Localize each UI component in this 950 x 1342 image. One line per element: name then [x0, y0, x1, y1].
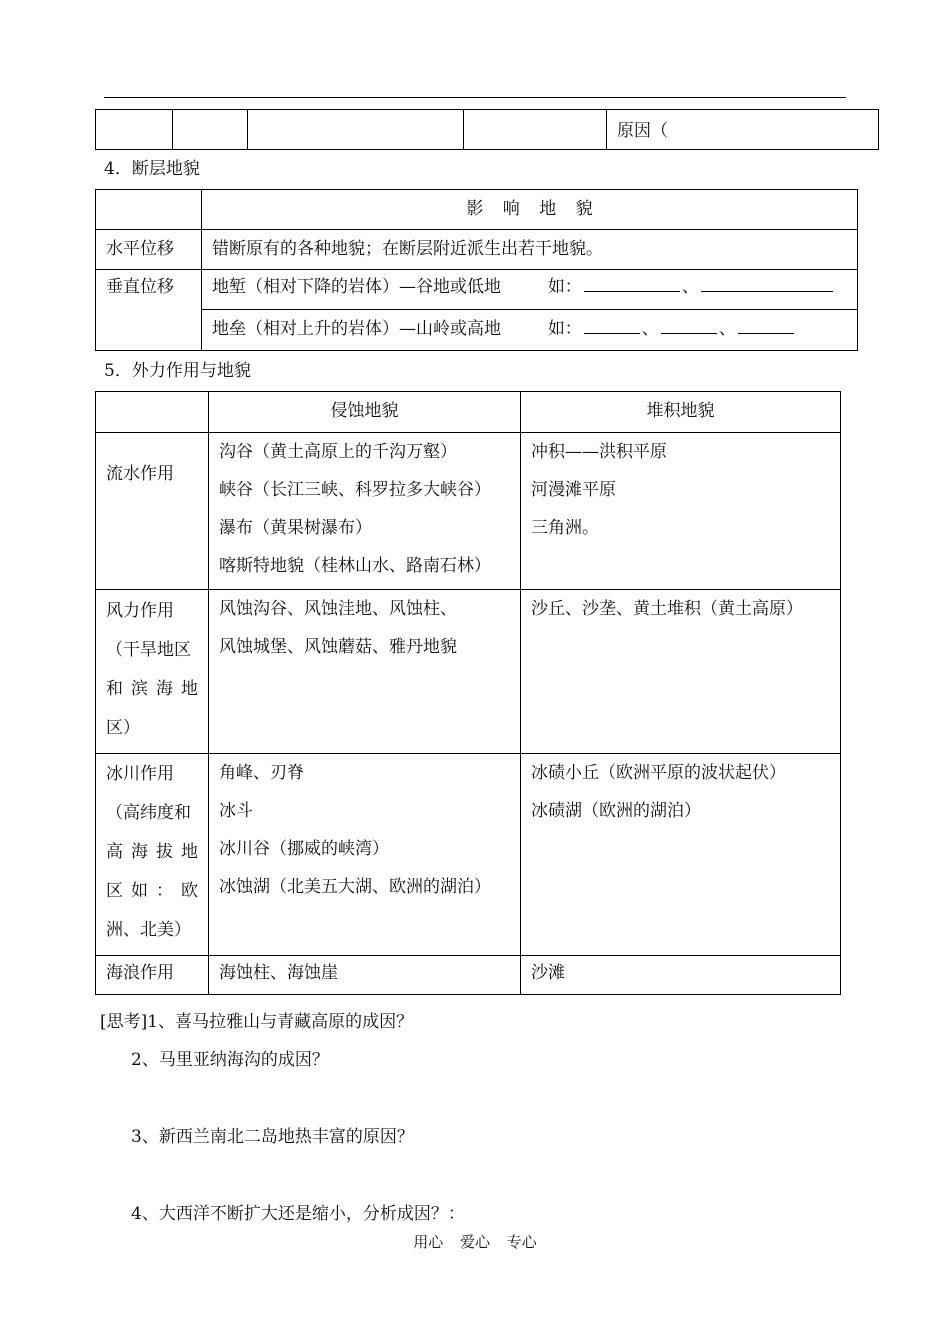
- top-cell-4: [464, 110, 607, 150]
- fault-landform-table: [95, 189, 858, 351]
- list-item: 瀑布（黄果树瀑布）: [219, 518, 372, 538]
- external-force-table: [95, 391, 841, 995]
- fault-header: 影 响 地 貌: [202, 190, 858, 230]
- list-item: 河漫滩平原: [531, 480, 616, 500]
- waves-erosion: 海蚀柱、海蚀崖: [209, 956, 521, 995]
- top-cell-3: [248, 110, 464, 150]
- list-item: 冲积——洪积平原: [531, 442, 667, 462]
- top-cell-5: [607, 110, 879, 150]
- list-item: 冰碛湖（欧洲的湖泊）: [531, 801, 701, 821]
- glacier-deposition: [521, 754, 841, 956]
- list-item: 冰蚀湖（北美五大湖、欧洲的湖泊）: [219, 877, 491, 897]
- list-item: 沟谷（黄土高原上的千沟万壑）: [219, 442, 457, 462]
- top-table-fragment: [95, 109, 879, 150]
- deposition-header: 堆积地貌: [521, 392, 841, 433]
- glacier-erosion: [209, 754, 521, 956]
- page-footer: 用心 爱心 专心: [413, 1233, 537, 1251]
- list-item: 风蚀城堡、风蚀蘑菇、雅丹地貌: [219, 637, 457, 657]
- label-glacier: 冰川作用 （高纬度和 高海拔地 区如：欧 洲、北美）: [96, 754, 209, 956]
- water-erosion: [209, 433, 521, 590]
- top-cell-1: [96, 110, 173, 150]
- row-label-horizontal: 水平位移: [96, 230, 202, 270]
- list-item: 风蚀沟谷、风蚀洼地、风蚀柱、: [219, 599, 457, 619]
- label-wind: 风力作用 （干旱地区 和滨海地 区）: [96, 590, 209, 754]
- list-item: 沙丘、沙垄、黄土堆积（黄土高原）: [531, 599, 803, 619]
- fault-header-empty: [96, 190, 202, 230]
- think-question-3: 3、新西兰南北二岛地热丰富的原因？: [131, 1127, 414, 1147]
- list-item: 冰川谷（挪威的峡湾）: [219, 839, 389, 859]
- section4-heading: 4．断层地貌: [104, 159, 200, 179]
- waves-deposition: 沙滩: [521, 956, 841, 995]
- label-waves: 海浪作用: [96, 956, 209, 995]
- blank-line: [701, 290, 833, 292]
- wind-deposition: [521, 590, 841, 754]
- list-item: 峡谷（长江三峡、科罗拉多大峡谷）: [219, 480, 491, 500]
- think-question-2: 2、马里亚纳海沟的成因？: [131, 1050, 329, 1070]
- wind-erosion: [209, 590, 521, 754]
- reason-text: 原因（: [617, 121, 668, 141]
- water-deposition: [521, 433, 841, 590]
- force-header-empty: [96, 392, 209, 433]
- list-item: 冰斗: [219, 801, 253, 821]
- graben-content: 地堑（相对下降的岩体）—谷地或低地 如： 、: [202, 270, 858, 310]
- section5-heading: 5．外力作用与地貌: [104, 361, 251, 381]
- row-label-vertical: 垂直位移: [96, 270, 202, 351]
- erosion-header: 侵蚀地貌: [209, 392, 521, 433]
- list-item: 喀斯特地貌（桂林山水、路南石林）: [219, 556, 491, 576]
- label-water: 流水作用: [96, 433, 209, 590]
- blank-line: [584, 290, 680, 292]
- blank-line: [584, 332, 640, 334]
- header-rule: [104, 97, 846, 98]
- list-item: 角峰、刃脊: [219, 763, 304, 783]
- top-cell-2: [173, 110, 248, 150]
- blank-line: [661, 332, 717, 334]
- list-item: 三角洲。: [531, 518, 599, 538]
- think-question-4: 4、大西洋不断扩大还是缩小，分析成因？：: [131, 1204, 465, 1224]
- think-question-1: [思考]1、喜马拉雅山与青藏高原的成因？: [100, 1012, 414, 1032]
- blank-line: [738, 332, 794, 334]
- row-horizontal-content: 错断原有的各种地貌；在断层附近派生出若干地貌。: [202, 230, 858, 270]
- horst-content: 地垒（相对上升的岩体）—山岭或高地 如： 、 、: [202, 310, 858, 351]
- list-item: 冰碛小丘（欧洲平原的波状起伏）: [531, 763, 786, 783]
